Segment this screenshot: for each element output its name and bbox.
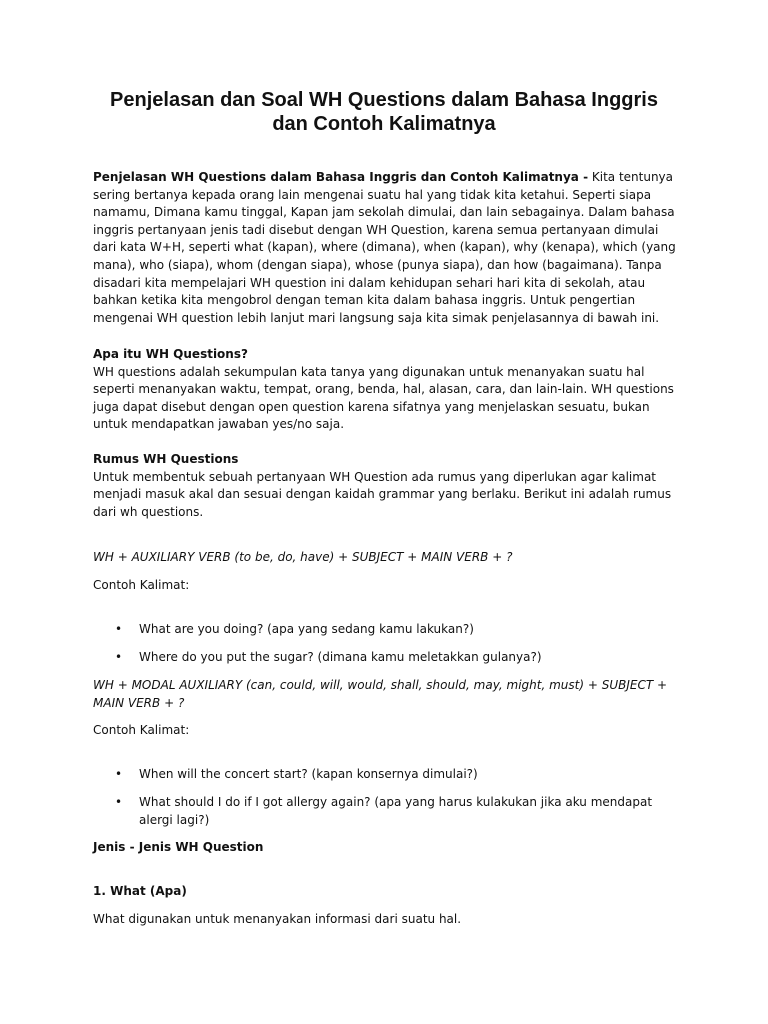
list-item: • What are you doing? (apa yang sedang kamu lakukan?): [93, 621, 673, 639]
jenis-heading: Jenis - Jenis WH Question: [93, 840, 264, 854]
list-item: • Where do you put the sugar? (dimana kamu meletakkan gulanya?): [93, 649, 673, 667]
formula-2: WH + MODAL AUXILIARY (can, could, will, would, shall, should, may, might, must) + SUBJECT + MAIN VERB + ?: [93, 678, 668, 710]
what-body: What digunakan untuk menanyakan informasi dari suatu hal.: [93, 912, 462, 926]
what-is-body: WH questions adalah sekumpulan kata tanya yang digunakan untuk menanyakan suatu hal seperti menanyakan waktu, tempat, orang, benda, hal, alasan, cara, dan lain-lain. WH questions juga dapat disebut dengan open question karena sifatnya yang menjelaskan sesuatu, bukan untuk mendapatkan jawaban yes/no saja.: [93, 364, 674, 432]
example-list-2: [93, 766, 673, 840]
rumus-body: Untuk membentuk sebuah pertanyaan WH Question ada rumus yang diperlukan agar kalimat menjadi masuk akal dan sesuai dengan kaidah grammar yang berlaku. Berikut ini adalah rumus dari wh questions.: [93, 469, 672, 519]
intro-body: Kita tentunya sering bertanya kepada orang lain mengenai suatu hal yang tidak kita ketahui. Seperti siapa namamu, Dimana kamu tinggal, Kapan jam sekolah dimulai, dan lain sebagainya. Dalam bahasa inggris pertanyaan jenis tadi disebut dengan WH Question, karena semua pertanyaan dimulai dari kata W+H, seperti what (kapan), where (dimana), when (kapan), why (kenapa), which (yang mana), who (siapa), whom (dengan siapa), whose (punya siapa), dan how (bagaimana). Tanpa disadari kita mempelajari WH question ini dalam kehidupan sehari hari kita di sekolah, atau bahkan ketika kita mengobrol dengan teman kita dalam bahasa inggris. Untuk pengertian mengenai WH question lebih lanjut mari langsung saja kita simak penjelasannya di bawah ini.: [93, 170, 676, 325]
intro-heading: Penjelasan WH Questions dalam Bahasa Inggris dan Contoh Kalimatnya -: [93, 170, 589, 184]
example-label-1: Contoh Kalimat:: [93, 578, 190, 592]
formula-1: WH + AUXILIARY VERB (to be, do, have) + SUBJECT + MAIN VERB + ?: [93, 550, 513, 564]
example-list-1: [93, 621, 673, 677]
intro-paragraph: [93, 169, 685, 327]
document-title: Penjelasan dan Soal WH Questions dalam Bahasa Inggris dan Contoh Kalimatnya: [110, 89, 658, 135]
list-item: • What should I do if I got allergy again? (apa yang harus kulakukan jika aku mendapat alergi lagi?): [93, 794, 673, 829]
what-is-heading: Apa itu WH Questions?: [93, 347, 248, 361]
example-label-2: Contoh Kalimat:: [93, 723, 190, 737]
rumus-heading: Rumus WH Questions: [93, 452, 239, 466]
list-item: • When will the concert start? (kapan konsernya dimulai?): [93, 766, 673, 784]
what-heading: 1. What (Apa): [93, 884, 187, 898]
